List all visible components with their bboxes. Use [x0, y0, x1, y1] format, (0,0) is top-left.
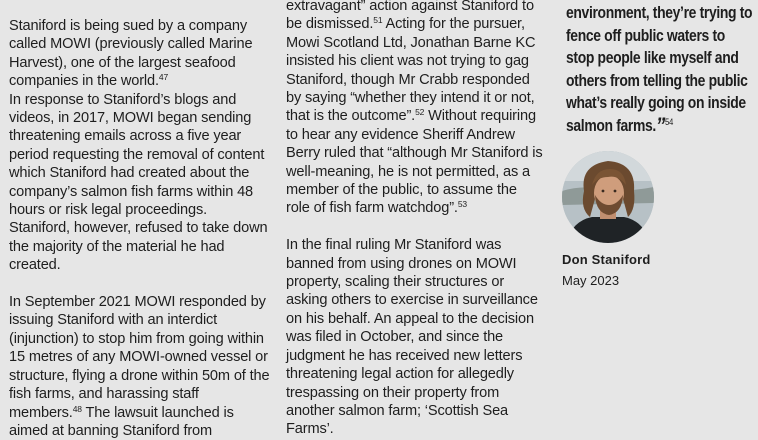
paragraph-text: extravagant” action against Staniford to be dismissed. [286, 0, 534, 33]
paragraph [286, 0, 544, 218]
paragraph-text: Acting for the pursuer, Mowi Scotland Ltd, Jonathan Barne KC insisted his client was not trying to gag Staniford, though Mr Crabb responded by saying “whether they intend it or not, that is the outcome”. [286, 16, 536, 125]
paragraph [286, 236, 544, 438]
pull-quote [566, 2, 755, 138]
paragraph-text: Staniford is being sued by a company called MOWI (previously called Marine Harvest), one of the largest seafood companies in the world. [9, 18, 253, 90]
paragraph-text: In response to Staniford’s blogs and videos, in 2017, MOWI began sending threatening emails across a five year period requesting the removal of content which Staniford had created about the company’s salmon fish farms within 48 hours or risk legal proceedings. Staniford, however, refused to take down the majority of the material he had created. [9, 91, 268, 274]
photo-caption-date: May 2023 [562, 273, 620, 288]
body-column-middle [286, 0, 544, 439]
pull-quote-text: environment, they’re trying to fence off public waters to stop people like myself and others from telling the public what’s really going on inside salmon farms. [566, 4, 753, 135]
portrait-photo-icon [562, 151, 654, 243]
paragraph [9, 293, 271, 440]
footnote-ref[interactable]: 53 [457, 199, 467, 210]
paragraph-text: Without requiring to hear any evidence Sheriff Andrew Berry ruled that “although Mr Staniford is well-meaning, he is not permitted, as a member of the public, to assume the role of fish farm watchdog”. [286, 108, 543, 217]
footnote-ref[interactable]: 54 [665, 116, 673, 127]
paragraph [9, 17, 271, 91]
body-column-left [9, 17, 271, 440]
footnote-ref[interactable]: 48 [72, 403, 82, 414]
photo-caption-name: Don Staniford [562, 252, 651, 267]
footnote-ref[interactable]: 52 [415, 107, 425, 118]
avatar [562, 151, 654, 243]
paragraph-text: The lawsuit launched is aimed at banning Staniford from [9, 404, 234, 439]
paragraph-text: In September 2021 MOWI responded by issuing Staniford with an interdict (injunction) to stop him from going within 15 metres of any MOWI-owned vessel or structure, flying a drone within 50m of the fish farms, and harassing staff members. [9, 294, 270, 421]
footnote-ref[interactable]: 51 [373, 15, 383, 26]
paragraph [9, 91, 271, 275]
paragraph-text: In the final ruling Mr Staniford was banned from using drones on MOWI property, scaling their structures or asking others to exercise in surveillance on his behalf. An appeal to the decision was filed in October, and since the judgment he has received new letters threatening legal action for allegedly trespassing on their property from another salmon farm; ‘Scottish Sea Farms’. [286, 237, 538, 438]
footnote-ref[interactable]: 47 [158, 72, 169, 83]
quote-mark-icon: ” [655, 112, 666, 138]
